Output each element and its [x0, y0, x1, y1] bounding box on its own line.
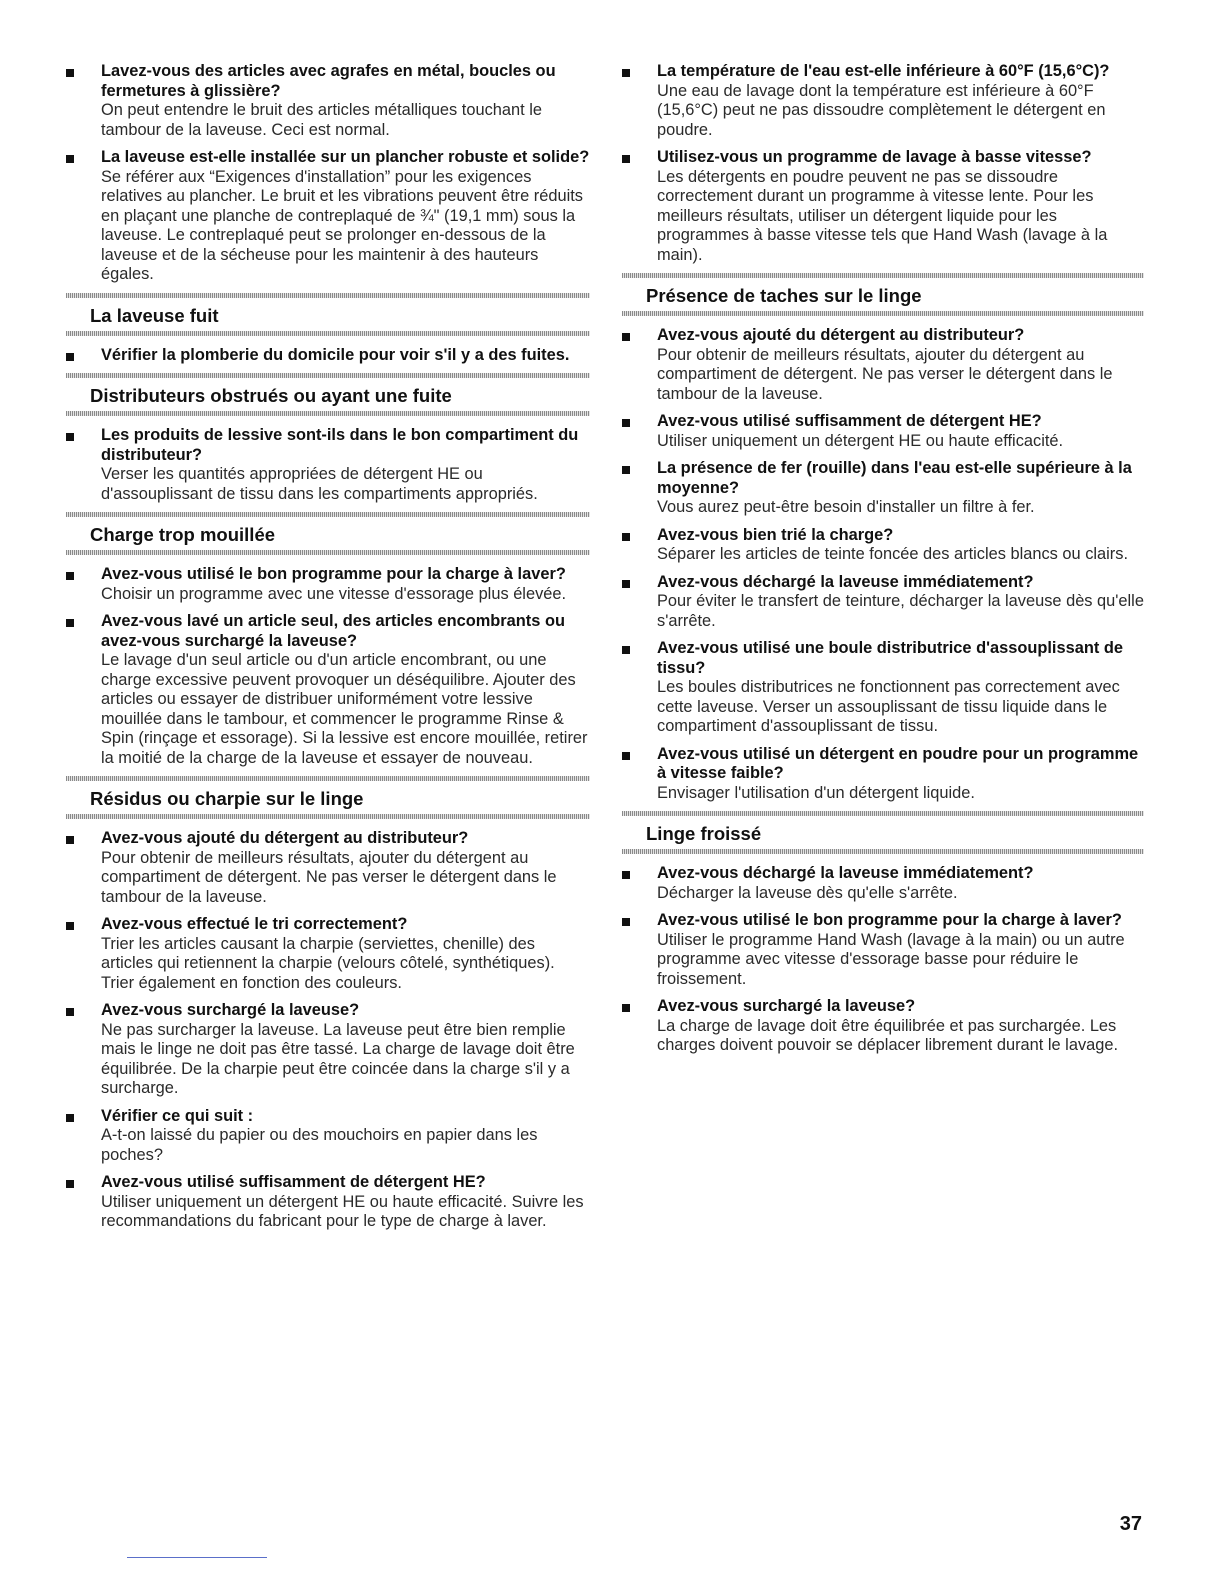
section-title: Charge trop mouillée: [90, 524, 276, 545]
list-item: [66, 1001, 590, 1099]
answer-text: On peut entendre le bruit des articles métalliques touchant le tambour de la laveuse. Ceci est normal.: [101, 101, 542, 139]
question-text: Vérifier la plomberie du domicile pour voir s'il y a des fuites.: [101, 345, 570, 364]
section-title: Linge froissé: [646, 823, 762, 844]
section-title: Résidus ou charpie sur le linge: [90, 788, 364, 809]
question-text: Avez-vous utilisé le bon programme pour la charge à laver?: [657, 911, 1122, 929]
list-item: [66, 829, 590, 907]
list-item: [622, 864, 1144, 903]
section-bottom-rule: [66, 550, 590, 555]
square-bullet-icon: [66, 353, 74, 361]
answer-text: Le lavage d'un seul article ou d'un article encombrant, ou une charge excessive peuvent provoquer un déséquilibre. Ajouter des articles ou essayer de distribuer uniformément votre lessive mouillée dans le tambour, et commencer le programme Rinse & Spin (rinçage et essorage). Si la lessive est encore mouillée, retirer la moitié de la charge de la laveuse et essayer de nouveau.: [101, 651, 588, 767]
list-item: [66, 346, 590, 366]
question-text: Avez-vous surchargé la laveuse?: [657, 997, 916, 1015]
list-item: [622, 526, 1144, 565]
question-text: Avez-vous surchargé la laveuse?: [101, 1001, 360, 1019]
question-text: Avez-vous ajouté du détergent au distributeur?: [101, 829, 469, 847]
answer-text: Les détergents en poudre peuvent ne pas se dissoudre correctement durant un programme à vitesse lente. Pour les meilleurs résultats, utiliser un détergent liquide pour les programmes à basse vitesse tels que Hand Wash (lavage à la main).: [657, 167, 1108, 264]
answer-text: Séparer les articles de teinte foncée des articles blancs ou clairs.: [657, 545, 1129, 563]
question-text: Avez-vous déchargé la laveuse immédiatement?: [657, 572, 1034, 591]
footer-rule: [127, 1557, 267, 1558]
question-text: Avez-vous utilisé le bon programme pour la charge à laver?: [101, 565, 566, 583]
square-bullet-icon: [622, 533, 630, 541]
list-item: [622, 459, 1144, 518]
list-item: [66, 915, 590, 993]
answer-text: Les boules distributrices ne fonctionnent pas correctement avec cette laveuse. Verser un assouplissant de tissu liquide dans le compartiment d'assouplissant de tissu.: [657, 678, 1120, 735]
section-header: [622, 811, 1144, 854]
square-bullet-icon: [66, 433, 74, 441]
square-bullet-icon: [622, 646, 630, 654]
square-bullet-icon: [622, 69, 630, 77]
question-text: Vérifier ce qui suit :: [101, 1106, 254, 1125]
section-title: La laveuse fuit: [90, 304, 219, 326]
square-bullet-icon: [622, 580, 630, 588]
answer-text: Choisir un programme avec une vitesse d'essorage plus élevée.: [101, 584, 567, 603]
question-text: Avez-vous utilisé suffisamment de détergent HE?: [657, 412, 1042, 430]
section-header: [66, 293, 590, 336]
question-text: Utilisez-vous un programme de lavage à basse vitesse?: [657, 148, 1092, 166]
section-header: [622, 273, 1144, 316]
list-item: [66, 62, 590, 140]
left-column: [66, 62, 590, 1240]
square-bullet-icon: [622, 1004, 630, 1012]
square-bullet-icon: [66, 1008, 74, 1016]
section-bottom-rule: [66, 331, 590, 336]
list-item: [622, 573, 1144, 632]
question-text: Avez-vous bien trié la charge?: [657, 525, 894, 544]
section-bottom-rule: [622, 311, 1144, 316]
square-bullet-icon: [66, 1114, 74, 1122]
section-bottom-rule: [66, 814, 590, 819]
square-bullet-icon: [622, 918, 630, 926]
answer-text: Vous aurez peut-être besoin d'installer un filtre à fer.: [657, 498, 1035, 516]
square-bullet-icon: [66, 1180, 74, 1188]
square-bullet-icon: [622, 466, 630, 474]
question-text: Avez-vous utilisé une boule distributrice d'assouplissant de tissu?: [657, 639, 1123, 677]
list-item: [622, 62, 1144, 140]
answer-text: Pour éviter le transfert de teinture, décharger la laveuse dès qu'elle s'arrête.: [657, 592, 1144, 630]
square-bullet-icon: [622, 871, 630, 879]
square-bullet-icon: [66, 155, 74, 163]
answer-text: Décharger la laveuse dès qu'elle s'arrête.: [657, 883, 958, 902]
question-text: La laveuse est-elle installée sur un plancher robuste et solide?: [101, 148, 590, 166]
answer-text: Utiliser uniquement un détergent HE ou haute efficacité.: [657, 431, 1064, 450]
list-item: [622, 148, 1144, 265]
answer-text: Pour obtenir de meilleurs résultats, ajouter du détergent au compartiment de détergent. Ne pas verser le détergent dans le tambour de la laveuse.: [101, 848, 557, 906]
square-bullet-icon: [622, 752, 630, 760]
section-bottom-rule: [622, 849, 1144, 854]
question-text: Avez-vous utilisé suffisamment de détergent HE?: [101, 1173, 486, 1191]
answer-text: Pour obtenir de meilleurs résultats, ajouter du détergent au compartiment de détergent. Ne pas verser le détergent dans le tambour de la laveuse.: [657, 345, 1113, 403]
square-bullet-icon: [622, 155, 630, 163]
list-item: [66, 1107, 590, 1166]
answer-text: Trier les articles causant la charpie (serviettes, chenille) des articles qui retiennent la charpie (velours côtelé, synthétiques). Trier également en fonction des couleurs.: [101, 934, 555, 992]
section-header: [66, 373, 590, 416]
section-title: Présence de taches sur le linge: [646, 285, 922, 306]
answer-text: Se référer aux “Exigences d'installation” pour les exigences relatives au plancher. Le bruit et les vibrations peuvent être réduits en plaçant une planche de contreplaqué de ¾" (19,1 mm) sous la laveuse. Le contreplaqué peut se prolonger en-dessous de la laveuse et de la sécheuse pour les maintenir à des hauteurs égales.: [101, 167, 583, 283]
answer-text: Ne pas surcharger la laveuse. La laveuse peut être bien remplie mais le linge ne doit pas être tassé. La charge de lavage doit être équilibrée. De la charpie peut être coincée dans la charge s'il y a surcharge.: [101, 1020, 575, 1097]
list-item: [622, 326, 1144, 404]
question-text: Lavez-vous des articles avec agrafes en métal, boucles ou fermetures à glissière?: [101, 62, 556, 100]
list-item: [622, 745, 1144, 804]
question-text: Avez-vous déchargé la laveuse immédiatement?: [657, 864, 1034, 882]
answer-text: Une eau de lavage dont la température est inférieure à 60°F (15,6°C) peut ne pas dissoudre complètement le détergent en poudre.: [657, 81, 1106, 139]
answer-text: A-t-on laissé du papier ou des mouchoirs en papier dans les poches?: [101, 1126, 538, 1164]
square-bullet-icon: [66, 572, 74, 580]
list-item: [66, 612, 590, 768]
section-header: [66, 512, 590, 555]
question-text: Avez-vous lavé un article seul, des articles encombrants ou avez-vous surchargé la laveuse?: [101, 612, 565, 650]
section-bottom-rule: [66, 411, 590, 416]
square-bullet-icon: [66, 836, 74, 844]
square-bullet-icon: [66, 69, 74, 77]
list-item: [66, 1173, 590, 1232]
square-bullet-icon: [66, 922, 74, 930]
question-text: Avez-vous effectué le tri correctement?: [101, 915, 408, 933]
square-bullet-icon: [622, 333, 630, 341]
question-text: Les produits de lessive sont-ils dans le bon compartiment du distributeur?: [101, 426, 579, 464]
list-item: [66, 426, 590, 504]
list-item: [622, 639, 1144, 737]
list-item: [66, 565, 590, 604]
question-text: Avez-vous ajouté du détergent au distributeur?: [657, 326, 1025, 344]
section-title: Distributeurs obstrués ou ayant une fuite: [90, 385, 452, 406]
right-column: [622, 62, 1144, 1064]
answer-text: Utiliser uniquement un détergent HE ou haute efficacité. Suivre les recommandations du fabricant pour le type de charge à laver.: [101, 1192, 584, 1230]
list-item: [622, 911, 1144, 989]
answer-text: Verser les quantités appropriées de détergent HE ou d'assouplissant de tissu dans les compartiments appropriés.: [101, 465, 538, 503]
question-text: La présence de fer (rouille) dans l'eau est-elle supérieure à la moyenne?: [657, 459, 1132, 497]
square-bullet-icon: [622, 419, 630, 427]
page-number: 37: [1119, 1513, 1142, 1535]
question-text: Avez-vous utilisé un détergent en poudre pour un programme à vitesse faible?: [657, 744, 1139, 782]
answer-text: Utiliser le programme Hand Wash (lavage à la main) ou un autre programme avec vitesse d'essorage basse pour réduire le froissement.: [657, 930, 1125, 988]
question-text: La température de l'eau est-elle inférieure à 60°F (15,6°C)?: [657, 62, 1110, 80]
square-bullet-icon: [66, 619, 74, 627]
list-item: [66, 148, 590, 285]
section-header: [66, 776, 590, 819]
list-item: [622, 997, 1144, 1056]
list-item: [622, 412, 1144, 451]
answer-text: La charge de lavage doit être équilibrée et pas surchargée. Les charges doivent pouvoir se déplacer librement durant le lavage.: [657, 1016, 1119, 1054]
answer-text: Envisager l'utilisation d'un détergent liquide.: [657, 783, 975, 802]
